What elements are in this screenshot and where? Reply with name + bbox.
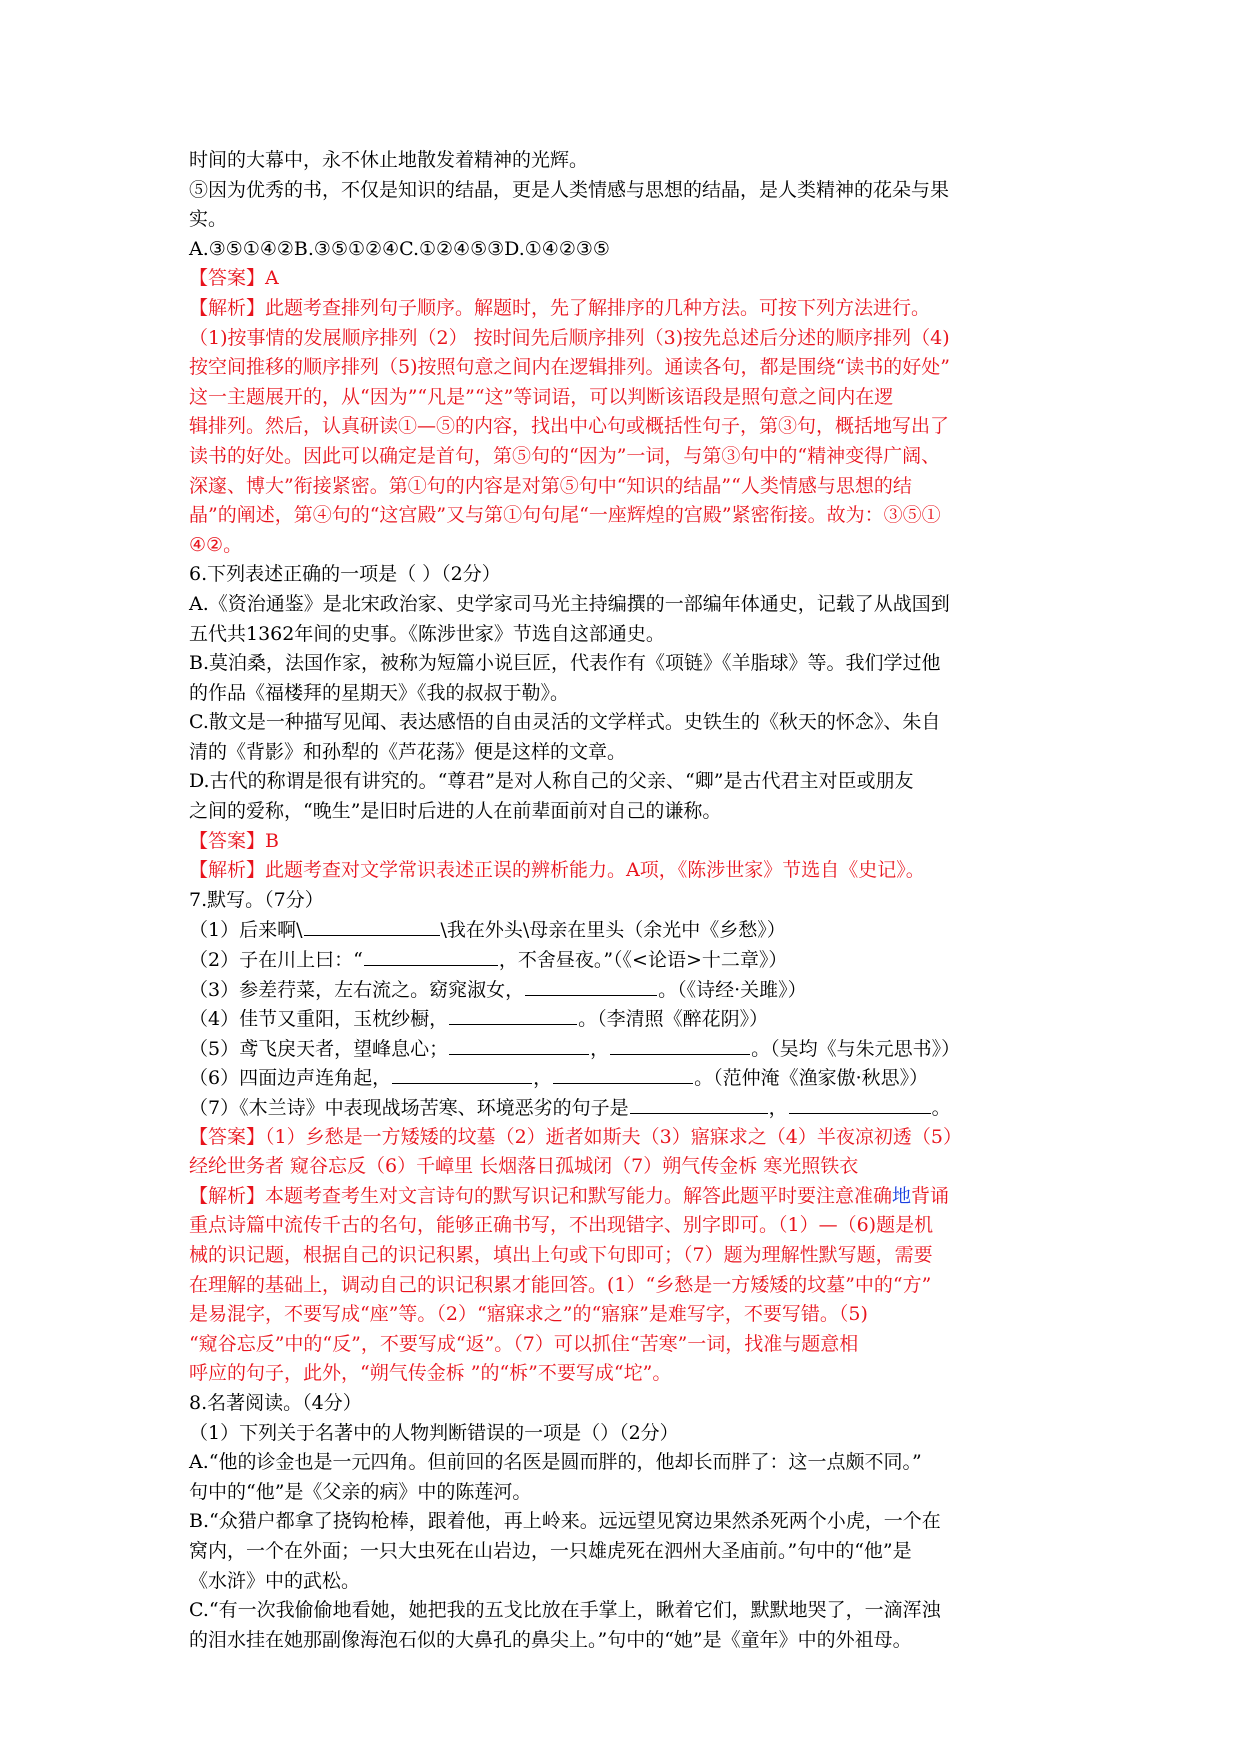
fill-blank-line	[189, 1093, 1069, 1123]
analysis-7-line: “窥谷忘反”中的“反”，不要写成“返”。（7）可以抓住“苦寒”一词，找准与题意相	[189, 1332, 859, 1355]
question-8-option: A.“他的诊金也是一元四角。但前回的名医是圆而胖的，他却长而胖了：这一点颇不同。”	[189, 1451, 922, 1474]
analysis-5-line: （1)按事情的发展顺序排列（2） 按时间先后顺序排列（3)按先总述后分述的顺序排列（4)	[189, 326, 950, 349]
fill-mid: ，	[590, 1037, 610, 1060]
fill-blank-line	[189, 975, 1069, 1005]
analysis-7-blue-char: 地	[892, 1184, 912, 1207]
blank-underline[interactable]	[789, 1093, 931, 1114]
fill-mid: ，	[768, 1097, 788, 1119]
answer-6: 【答案】B	[189, 829, 279, 852]
question-6-option: 五代共1362年间的史事。《陈涉世家》节选自这部通史。	[189, 622, 665, 645]
answer-5: 【答案】A	[189, 267, 279, 290]
question-8-option: B.“众猎户都拿了挠钩枪棒，跟着他，再上岭来。远远望见窝边果然杀死两个小虎，一个在	[189, 1510, 941, 1533]
fill-blank-line	[189, 945, 1069, 975]
fill-before: （7）《木兰诗》中表现战场苦寒、环境恶劣的句子是	[189, 1097, 629, 1119]
fill-before: （4）佳节又重阳，玉枕纱橱，	[189, 1008, 449, 1031]
analysis-7-line	[189, 1182, 1069, 1212]
text-line: ⑤因为优秀的书，不仅是知识的结晶，更是人类情感与思想的结晶，是人类精神的花朵与果	[189, 178, 950, 201]
analysis-7-line: 在理解的基础上，调动自己的识记积累才能回答。(1）“乡愁是一方矮矮的坟墓”中的“方”	[189, 1273, 932, 1296]
question-7-title: 7.默写。（7分）	[189, 888, 324, 911]
blank-underline[interactable]	[304, 915, 440, 936]
analysis-7-line: 是易混字，不要写成“座”等。（2）“寤寐求之”的“寤寐”是难写字，不要写错。（5)	[189, 1303, 868, 1326]
blank-underline[interactable]	[553, 1063, 693, 1084]
question-8-option: C.“有一次我偷偷地看她，她把我的五戈比放在手掌上，瞅着它们，默默地哭了，一滴浑浊	[189, 1599, 941, 1622]
answer-7-line: 【答案】（1）乡愁是一方矮矮的坟墓（2）逝者如斯夫（3）寤寐求之（4）半夜凉初透（5）	[189, 1125, 962, 1148]
answer-7-line: 经纶世务者 窥谷忘反（6）千嶂里 长烟落日孤城闭（7）朔气传金柝 寒光照铁衣	[189, 1155, 859, 1178]
question-6-option: 的作品《福楼拜的星期天》《我的叔叔于勒》。	[189, 681, 570, 704]
blank-underline[interactable]	[364, 945, 498, 966]
analysis-5-line: 深邃、博大”衔接紧密。第①句的内容是对第⑤句中“知识的结晶”“人类情感与思想的结	[189, 474, 912, 497]
fill-after: 。（《诗经·关雎》）	[658, 978, 807, 1001]
question-8-option: 的泪水挂在她那副像海泡石似的大鼻孔的鼻尖上。”句中的“她”是《童年》中的外祖母。	[189, 1628, 912, 1651]
question-6-option: C.散文是一种描写见闻、表达感悟的自由灵活的文学样式。史铁生的《秋天的怀念》、朱自	[189, 711, 941, 734]
analysis-5-line: 这一主题展开的，从“因为”“凡是”“这”等词语，可以判断该语段是照句意之间内在逻	[189, 385, 894, 408]
fill-blank-line	[189, 1004, 1069, 1034]
fill-before: （1）后来啊\	[189, 919, 303, 942]
fill-before: （3）参差荇菜，左右流之。窈窕淑女，	[189, 978, 525, 1001]
question-6-option: D.古代的称谓是很有讲究的。“尊君”是对人称自己的父亲、“卿”是古代君主对臣或朋友	[189, 770, 914, 793]
fill-after: ，不舍昼夜。”（《<论语>十二章》）	[498, 949, 788, 972]
question-6-title: 6.下列表述正确的一项是（ ）（2分）	[189, 563, 501, 586]
question-8-option: 窝内，一个在外面；一只大虫死在山岩边，一只雄虎死在泗州大圣庙前。”句中的“他”是	[189, 1539, 912, 1562]
analysis-5-line: 晶”的阐述，第④句的“这宫殿”又与第①句句尾“一座辉煌的宫殿”紧密衔接。故为：③⑤①	[189, 504, 941, 527]
blank-underline[interactable]	[525, 975, 657, 996]
question-6-option: 清的《背影》和孙犁的《芦花荡》便是这样的文章。	[189, 740, 627, 763]
analysis-6: 【解析】此题考查对文学常识表述正误的辨析能力。A项，《陈涉世家》节选自《史记》。	[189, 859, 925, 882]
text-line: 实。	[189, 208, 228, 231]
analysis-7-text: 背诵	[911, 1184, 950, 1207]
fill-blank-line	[189, 1063, 1069, 1093]
document-page	[189, 146, 1069, 1655]
blank-underline[interactable]	[610, 1034, 750, 1055]
fill-blank-line	[189, 1034, 1069, 1064]
analysis-5-line: 辑排列。然后，认真研读①—⑤的内容，找出中心句或概括性句子，第③句，概括地写出了	[189, 415, 950, 438]
fill-after: 。	[931, 1097, 951, 1119]
fill-after: \我在外头\母亲在里头（余光中《乡愁》）	[440, 919, 786, 942]
analysis-5-line: ④②。	[189, 533, 243, 556]
question-8-title: 8.名著阅读。（4分）	[189, 1391, 362, 1414]
analysis-7-line: 重点诗篇中流传千古的名句，能够正确书写，不出现错字、别字即可。（1）—（6)题是机	[189, 1214, 934, 1237]
fill-after: 。（吴均《与朱元思书》）	[751, 1037, 961, 1060]
question-8-sub: （1）下列关于名著中的人物判断错误的一项是（）（2分）	[189, 1421, 679, 1444]
text-line: 时间的大幕中，永不休止地散发着精神的光辉。	[189, 149, 589, 171]
fill-after: 。（范仲淹《渔家傲·秋思》）	[694, 1067, 929, 1090]
fill-blank-line	[189, 915, 1069, 945]
analysis-5-line: 读书的好处。因此可以确定是首句，第⑤句的“因为”一词，与第③句中的“精神变得广阔、	[189, 444, 941, 467]
analysis-5-line: 按空间推移的顺序排列（5)按照句意之间内在逻辑排列。通读各句，都是围绕“读书的好处”	[189, 356, 950, 379]
analysis-7-line: 械的识记题，根据自己的识记积累，填出上句或下句即可；（7）题为理解性默写题，需要	[189, 1243, 933, 1266]
fill-mid: ，	[533, 1067, 553, 1090]
blank-underline[interactable]	[449, 1004, 577, 1025]
question-8-option: 句中的“他”是《父亲的病》中的陈莲河。	[189, 1480, 532, 1503]
fill-before: （2）子在川上曰：“	[189, 949, 363, 972]
blank-underline[interactable]	[449, 1034, 589, 1055]
blank-underline[interactable]	[630, 1093, 768, 1114]
blank-underline[interactable]	[392, 1063, 532, 1084]
question-8-option: 《水浒》中的武松。	[189, 1569, 361, 1592]
question-5-options: A.③⑤①④②B.③⑤①②④C.①②④⑤③D.①④②③⑤	[189, 237, 610, 260]
question-6-option: 之间的爱称，“晚生”是旧时后进的人在前辈面前对自己的谦称。	[189, 800, 722, 823]
analysis-7-text: 【解析】本题考查考生对文言诗句的默写识记和默写能力。解答此题平时要注意准确	[189, 1184, 893, 1207]
fill-before: （5）鸢飞戾天者，望峰息心；	[189, 1037, 449, 1060]
question-6-option: B.莫泊桑，法国作家，被称为短篇小说巨匠，代表作有《项链》《羊脂球》等。我们学过他	[189, 652, 941, 675]
question-6-option: A.《资治通鉴》是北宋政治家、史学家司马光主持编撰的一部编年体通史，记载了从战国到	[189, 592, 950, 615]
analysis-5-line: 【解析】此题考查排列句子顺序。解题时，先了解排序的几种方法。可按下列方法进行。	[189, 296, 931, 319]
fill-after: 。（李清照《醉花阴》）	[578, 1008, 769, 1031]
fill-before: （6）四面边声连角起，	[189, 1067, 392, 1090]
analysis-7-line: 呼应的句子，此外，“朔气传金柝 ”的“柝”不要写成“坨”。	[189, 1362, 672, 1385]
